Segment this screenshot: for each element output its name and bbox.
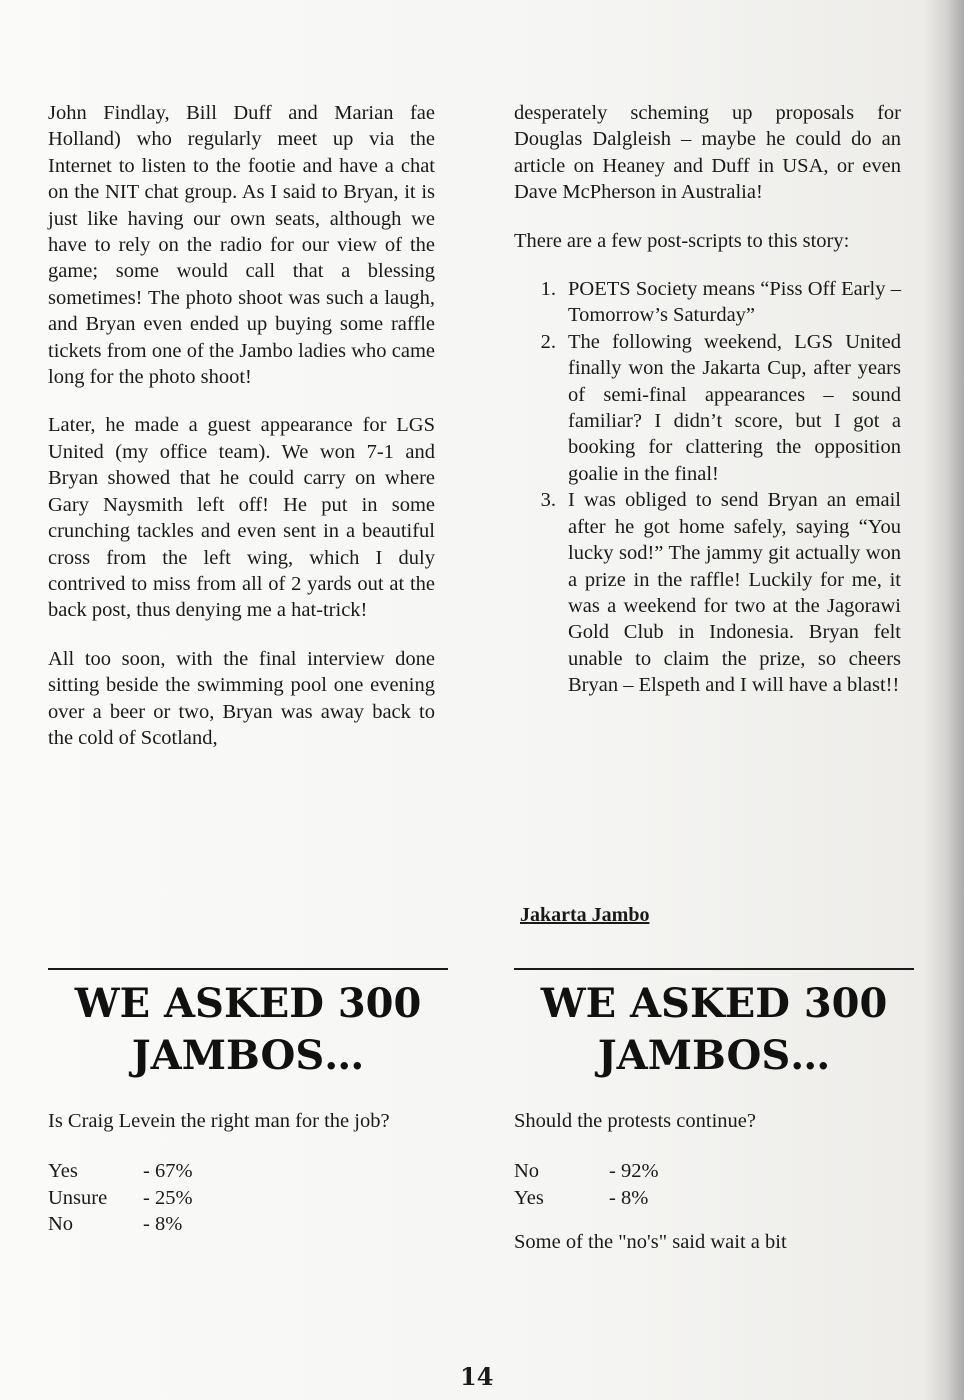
- binding-shadow: [924, 0, 964, 1400]
- postscript-text: I was obliged to send Bryan an email after he got home safely, saying “You lucky sod!” The jammy git actually won a prize in the raffle! Luckily for me, it was a weekend for two at the Jagorawi Gold Club in Indonesia. Bryan felt unable to claim the prize, so cheers Bryan – Elspeth and I will have a blast!!: [568, 489, 901, 697]
- poll-banner-line: JAMBOS…: [597, 1032, 831, 1079]
- section-heading: Jakarta Jambo: [520, 904, 650, 926]
- poll-result-label: Yes: [514, 1186, 544, 1209]
- left-column: [48, 100, 435, 773]
- poll-banner-line: WE ASKED 300: [540, 980, 888, 1027]
- poll-results: [514, 1158, 914, 1211]
- right-column: [514, 100, 901, 699]
- poll-result-label: No: [514, 1160, 540, 1183]
- postscript-item: [514, 329, 901, 487]
- poll-right: [514, 968, 914, 1256]
- poll-result-row: [48, 1158, 448, 1184]
- poll-result-label: Unsure: [48, 1186, 108, 1209]
- postscript-item: [514, 487, 901, 698]
- postscript-number: 3.: [540, 489, 556, 512]
- poll-result-row: [48, 1185, 448, 1211]
- poll-results: [48, 1158, 448, 1237]
- poll-left: [48, 968, 448, 1238]
- poll-question: Should the protests continue?: [514, 1110, 756, 1132]
- poll-result-value: - 92%: [609, 1160, 659, 1183]
- poll-result-value: - 8%: [609, 1186, 649, 1209]
- article-paragraph: All too soon, with the final interview done sitting beside the swimming pool one evening over a beer or two, Bryan was away back to the cold of Scotland,: [48, 647, 435, 749]
- postscript-list: [514, 276, 901, 699]
- poll-result-row: [514, 1185, 914, 1211]
- poll-footnote: Some of the "no's" said wait a bit: [514, 1231, 787, 1254]
- poll-divider: [48, 968, 448, 970]
- poll-banner-line: WE ASKED 300: [74, 980, 422, 1027]
- poll-question: Is Craig Levein the right man for the job?: [48, 1110, 390, 1132]
- postscript-number: 2.: [540, 330, 556, 353]
- poll-result-value: - 67%: [143, 1160, 193, 1183]
- article-paragraph: John Findlay, Bill Duff and Marian fae Holland) who regularly meet up via the Internet to listen to the footie and have a chat on the NIT chat group. As I said to Bryan, it is just like having our own seats, although we have to rely on the radio for our view of the game; some would call that a blessing sometimes! The photo shoot was such a laugh, and Bryan even ended up buying some raffle tickets from one of the Jambo ladies who came long for the photo shoot!: [48, 102, 435, 389]
- postscript-text: POETS Society means “Piss Off Early – Tomorrow’s Saturday”: [568, 278, 901, 327]
- postscript-text: The following weekend, LGS United finally won the Jakarta Cup, after years of semi-final appearances – sound familiar? I didn’t score, but I got a booking for clattering the opposition goalie in the final!: [568, 330, 901, 485]
- postscript-number: 1.: [540, 278, 556, 301]
- poll-divider: [514, 968, 914, 970]
- poll-result-value: - 25%: [143, 1186, 193, 1209]
- poll-result-value: - 8%: [143, 1213, 183, 1236]
- poll-result-row: [514, 1158, 914, 1184]
- article-paragraph: desperately scheming up proposals for Douglas Dalgleish – maybe he could do an article on Heaney and Duff in USA, or even Dave McPherson in Australia!: [514, 102, 901, 204]
- article-paragraph: There are a few post-scripts to this story:: [514, 229, 850, 252]
- poll-banner-line: JAMBOS…: [131, 1032, 365, 1079]
- article-paragraph: Later, he made a guest appearance for LGS United (my office team). We won 7-1 and Bryan showed that he could carry on where Gary Naysmith left off! He put in some crunching tackles and even sent in a beautiful cross from the left wing, which I duly contrived to miss from all of 2 yards out at the back post, thus denying me a hat-trick!: [48, 414, 435, 622]
- poll-result-row: [48, 1211, 448, 1237]
- poll-banner: [514, 978, 914, 1082]
- postscript-item: [514, 276, 901, 329]
- poll-result-label: Yes: [48, 1160, 78, 1183]
- page-number: 14: [460, 1362, 494, 1391]
- poll-banner: [48, 978, 448, 1082]
- poll-result-label: No: [48, 1213, 74, 1236]
